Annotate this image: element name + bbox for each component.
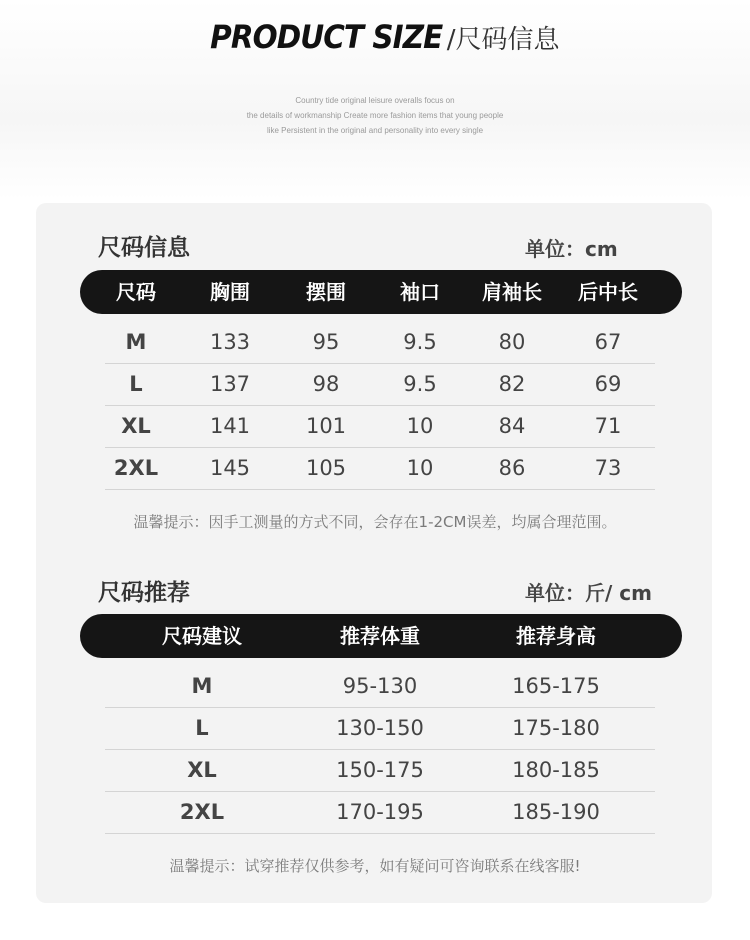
size-cell: M xyxy=(191,674,213,698)
tagline-line: like Persistent in the original and personality into every single xyxy=(266,126,484,135)
size-info-title: 尺码信息 xyxy=(98,235,190,261)
table-row xyxy=(105,363,655,406)
table-cell: 175-180 xyxy=(512,716,600,740)
title-chinese: /尺码信息 xyxy=(446,25,560,55)
table-cell: 98 xyxy=(312,372,340,396)
size-info-note: 温馨提示：因手工测量的方式不同，会存在1-2CM误差，均属合理范围。 xyxy=(133,513,617,531)
table-cell: 150-175 xyxy=(336,758,424,782)
column-header: 尺码建议 xyxy=(162,624,242,648)
size-recommend-unit: 单位：斤/ cm xyxy=(525,581,652,605)
size-cell: M xyxy=(125,330,147,354)
size-info-unit: 单位：cm xyxy=(525,237,618,261)
table-cell: 9.5 xyxy=(403,330,437,354)
table-cell: 10 xyxy=(406,456,434,480)
table-cell: 9.5 xyxy=(403,372,437,396)
table-row xyxy=(105,665,655,708)
table-row xyxy=(105,707,655,750)
table-cell: 84 xyxy=(498,414,526,438)
table-cell: 73 xyxy=(594,456,622,480)
table-row xyxy=(105,791,655,834)
table-row xyxy=(105,447,655,490)
column-header: 摆围 xyxy=(306,280,346,304)
table-cell: 133 xyxy=(209,330,251,354)
table-cell: 69 xyxy=(594,372,622,396)
column-header: 后中长 xyxy=(578,280,638,304)
table-cell: 130-150 xyxy=(336,716,424,740)
size-recommend-title: 尺码推荐 xyxy=(98,580,190,606)
tagline-line: the details of workmanship Create more fashion items that young people xyxy=(246,111,504,120)
table-cell: 185-190 xyxy=(512,800,600,824)
column-header: 袖口 xyxy=(400,280,440,304)
size-info-header-bar xyxy=(80,270,682,314)
table-cell: 71 xyxy=(594,414,622,438)
table-cell: 67 xyxy=(594,330,622,354)
table-cell: 95-130 xyxy=(342,674,418,698)
page-title xyxy=(0,18,750,56)
table-cell: 141 xyxy=(209,414,251,438)
table-cell: 137 xyxy=(209,372,251,396)
tagline-line: Country tide original leisure overalls focus on xyxy=(295,96,455,105)
table-cell: 180-185 xyxy=(512,758,600,782)
table-cell: 10 xyxy=(406,414,434,438)
table-row xyxy=(105,321,655,364)
table-row xyxy=(105,749,655,792)
column-header: 推荐身高 xyxy=(516,624,596,648)
size-recommend-header-bar xyxy=(80,614,682,658)
tagline xyxy=(0,93,750,138)
table-cell: 80 xyxy=(498,330,526,354)
size-cell: 2XL xyxy=(113,456,159,480)
table-cell: 170-195 xyxy=(336,800,424,824)
size-cell: 2XL xyxy=(179,800,225,824)
table-cell: 105 xyxy=(305,456,347,480)
page-header xyxy=(0,0,750,190)
table-cell: 86 xyxy=(498,456,526,480)
table-cell: 165-175 xyxy=(512,674,600,698)
size-cell: L xyxy=(195,716,209,740)
table-cell: 101 xyxy=(305,414,347,438)
size-recommend-note: 温馨提示：试穿推荐仅供参考，如有疑问可咨询联系在线客服! xyxy=(169,857,581,875)
table-cell: 95 xyxy=(312,330,340,354)
size-cell: XL xyxy=(187,758,217,782)
column-header: 肩袖长 xyxy=(482,280,542,304)
column-header: 推荐体重 xyxy=(340,624,420,648)
size-cell: L xyxy=(129,372,143,396)
column-header: 胸围 xyxy=(210,280,250,304)
table-cell: 145 xyxy=(209,456,251,480)
size-cell: XL xyxy=(121,414,151,438)
title-english: PRODUCT SIZE xyxy=(210,18,443,56)
column-header: 尺码 xyxy=(116,280,156,304)
table-cell: 82 xyxy=(498,372,526,396)
table-row xyxy=(105,405,655,448)
